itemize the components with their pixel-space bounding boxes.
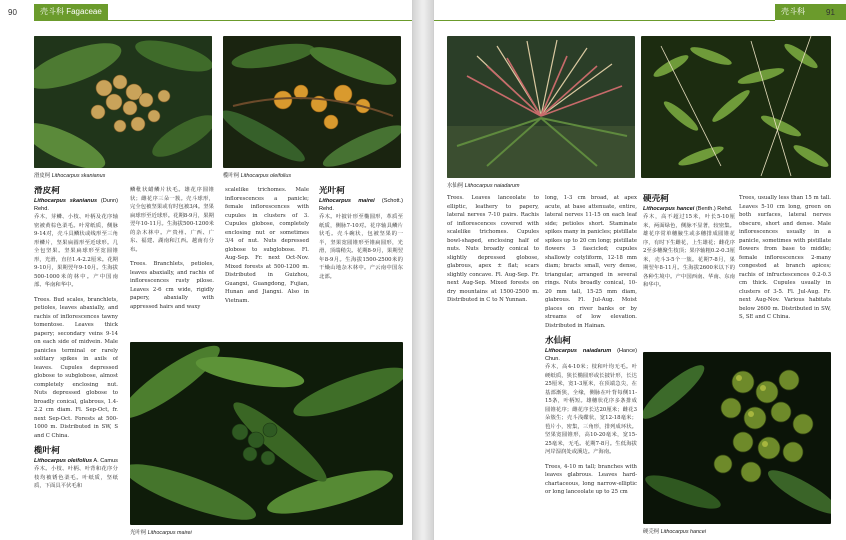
species-title-latin: Lithocarpus oleifolius A. Camus xyxy=(34,458,118,464)
photo-lithocarpus-hancei-fruits xyxy=(643,352,831,524)
species-title-latin: Lithocarpus hancei (Benth.) Rehd. xyxy=(643,206,733,212)
column-2-right xyxy=(545,194,637,534)
page-number-right: 91 xyxy=(826,8,835,17)
description-en: Trees. Branchlets, petioles, leaves abaxially, and rachis of inflorescences rusty pilose. Leaves 2-6 cm wide, rigidly papery, abaxially with appressed hairs and waxy xyxy=(130,261,214,310)
description-en: Trees, usually less than 15 m tall. Leaves 5-10 cm long, green on both surfaces, lateral nerves obscure, short and dense. Male inflorescences usually in a panicle, sometimes with pistillate flowers from base to middle; female inflorescences 2-many congested at branch apices; rachis of infructescences 0.2-0.3 cm thick. Cupules usually in clusters of 3-5. Fl. Jul-Aug. Fr. next Aug-Nov. Various habitats below 2600 m. Distributed in SW, S, SE and C China. xyxy=(739,195,831,320)
book-gutter xyxy=(413,0,433,540)
column-1-left xyxy=(34,186,118,536)
description-en: Trees, 4-10 m tall; branches with leaves glabrous. Leaves hard-chartaceous, long narrow-elliptic or long lanceolate up to 25 cm xyxy=(545,463,637,495)
species-title-latin: Lithocarpus skanianus (Dunn) Rehd. xyxy=(34,198,118,212)
column-4-left xyxy=(319,186,403,334)
photo-lithocarpus-naiadarum xyxy=(447,36,635,178)
family-tab-right: 壳斗科 Fagaceae xyxy=(775,4,846,20)
description-zh: 鳞秕状蜡鳞片状毛。雄花序圆锥状；雌花序三朵一簇。壳斗球形，完全包被坚果或有时包被3/4。坚果扁球形至近球形。花期8-9月，果期翌年10-11月。生海拔500-1200米的杂木林中。产贵州、广西、广东、福建、湖南和江西。越南有分布。 xyxy=(130,187,214,253)
right-page xyxy=(433,0,846,540)
species-title-zh: 光叶柯 xyxy=(319,186,345,196)
description-en: Trees. Leaves lanceolate to elliptic, leathery to papery, lateral nerves 7-10 pairs. Rachis of inflorescences covered with scalelike trichomes. Cupules bowl-shaped, enclosing half of nuts. Nuts broadly conical to slightly depressed globose, glabrous, apex ± flat; scars slightly concave. Fl. Aug-Sep. Fr. next Aug-Sep. Mixed forests on dry mountains at 1500-2500 m. Distributed in C to N Yunnan. xyxy=(447,195,539,303)
description-en: Trees. Bud scales, branchlets, petioles, leaves abaxially, and rachis of inflorescences tawny tomentose. Leaves thick papery; secondary veins 9-14 on each side of midvein. Male panicles terminal or rarely solitary spikes in axils of leaves. Cupules depressed globose to subglobose, almost completely enclosing nut. Nuts depressed globose to broadly conical, glabrous, 1.4-2.2 cm diam. Fl. Sep-Oct, fr. next Sep-Oct. Forests at 500-1000 m. Distributed in SW, S and C China. xyxy=(34,296,118,439)
column-3-right xyxy=(643,194,735,344)
photo-lithocarpus-skanianus xyxy=(34,36,212,168)
caption-skanianus: 滑皮柯 Lithocarpus skanianus xyxy=(34,173,106,179)
species-title-zh: 水仙柯 xyxy=(545,336,571,346)
caption-oleifolius: 榄叶柯 Lithocarpus oleifolius xyxy=(223,173,292,179)
description-zh: 乔木，高不超过15米，叶长5-10厘米，两面绿色，侧脉不显著，较密集。雄花序常单穗腋生或多穗排成圆锥花序，有时下生雌花，上生雄花；雌花序2至多穗聚生枝顶；果序轴粗0.2-0.3厘米，壳斗3-5个一簇。花期7-8月，果期翌年8-11月。生海拔2600米以下的各种生境中。产中国西南、华南、东南和华中。 xyxy=(643,214,735,288)
description-zh: 乔木。小枝、叶柄、叶背和花序分枝均被锈色柔毛。叶纸质，坚纸质，下面具平伏毛和 xyxy=(34,466,118,489)
species-title-zh: 硬壳柯 xyxy=(643,194,669,204)
description-zh: 乔木。叶披针形至椭圆形，革质至纸质，侧脉7-10对。花序轴具鳞片状毛。壳斗碗状，包被坚果的一半，坚果宽圆锥形至锥扁圆形，光滑，顶端稍尖。花期8-9月，果期翌年8-9月。生海拔1500-2500米的干燥山地杂木林中。产云南中国东北部。 xyxy=(319,214,403,280)
family-tab-left: 壳斗科 Fagaceae xyxy=(34,4,108,20)
page-number-left: 90 xyxy=(8,8,17,17)
column-2-left xyxy=(130,186,214,334)
species-title-zh: 榄叶柯 xyxy=(34,446,60,456)
caption-mairei: 光叶柯 Lithocarpus mairei xyxy=(130,530,192,536)
photo-lithocarpus-mairei xyxy=(130,342,403,525)
description-zh: 乔木，高4-10米；枝和叶均无毛。叶硬纸质，狭长椭圆形或长披针形，长达25厘米，宽1-3厘米，在顶端急尖，在基部渐狭，全缘，侧脉在叶背每侧11-15条，叶柄短。雄穗状花序多条排成圆锥花序；雌花序长达20厘米；雌花3朵簇生；壳斗浅碟状，宽12-18毫米；苞片小，密集，三角形，排列成环状。坚果宽圆锥形，高10-20毫米，宽15-25毫米，无毛。花期7-8月。生低海拔河岸湿润处或溪边。产海南。 xyxy=(545,364,637,455)
column-4-right xyxy=(739,194,831,344)
column-3-left xyxy=(225,186,309,334)
header-rule-left xyxy=(34,20,413,21)
photo-lithocarpus-oleifolius xyxy=(223,36,401,168)
description-en: scalelike trichomes. Male inflorescences a panicle; female inflorescences with cupules in clusters of 3. Cupules globose, completely enclosing nut or sometimes 3/4 of nut. Nuts depressed globose to subglobose. Fl. Aug-Sep. Fr. next Oct-Nov. Mixed forests at 500-1200 m. Distributed in Guizhou, Guangxi, Guangdong, Fujian, Hunan and Jiangxi. Also in Vietnam. xyxy=(225,187,309,304)
left-page xyxy=(0,0,413,540)
photo-lithocarpus-hancei-leaves xyxy=(641,36,831,178)
species-title-latin: Lithocarpus naiadarum (Hance) Chun. xyxy=(545,348,637,362)
description-zh: 乔木，芽鳞、小枝、叶柄及花序轴密被黄棕色柔毛。叶常纸质，侧脉9-14对，壳斗具鳞状或线形至三角形鳞片，坚果扁圆形至近球形。几全包坚果。坚果扁球形至宽圆锥形，光滑，直径1.4-2.2厘米。花期9-10月，果期翌年9-10月。生海拔500-1000米的林中。产中国南部、华南和华中。 xyxy=(34,214,118,288)
description-en: long, 1-3 cm broad, at apex acute, at base attenuate, entire, lateral nerves 11-15 on each leaf side; petioles short. Staminate spikes many in panicles; pistillate spikes up to 20 cm long; pistillate flowers 3 fascicled; cupules shallowly cotyliform, 12-18 mm diam; bracts small, very dense, triangular, arranged in several rings. Nuts broadly conical, 10-20 mm tall, 15-25 mm diam, glabrous. Fl. Jul-Aug. Moist places on river banks or by streams of low elevation. Distributed in Hainan. xyxy=(545,195,637,329)
caption-naiadarum: 水仙柯 Lithocarpus naiadarum xyxy=(447,183,520,189)
header-rule-right xyxy=(434,20,775,21)
species-title-latin: Lithocarpus mairei (Schott.) Rehd. xyxy=(319,198,403,212)
species-title-zh: 滑皮柯 xyxy=(34,186,60,196)
caption-hancei: 硬壳柯 Lithocarpus hancei xyxy=(643,529,706,535)
column-1-right xyxy=(447,194,539,344)
